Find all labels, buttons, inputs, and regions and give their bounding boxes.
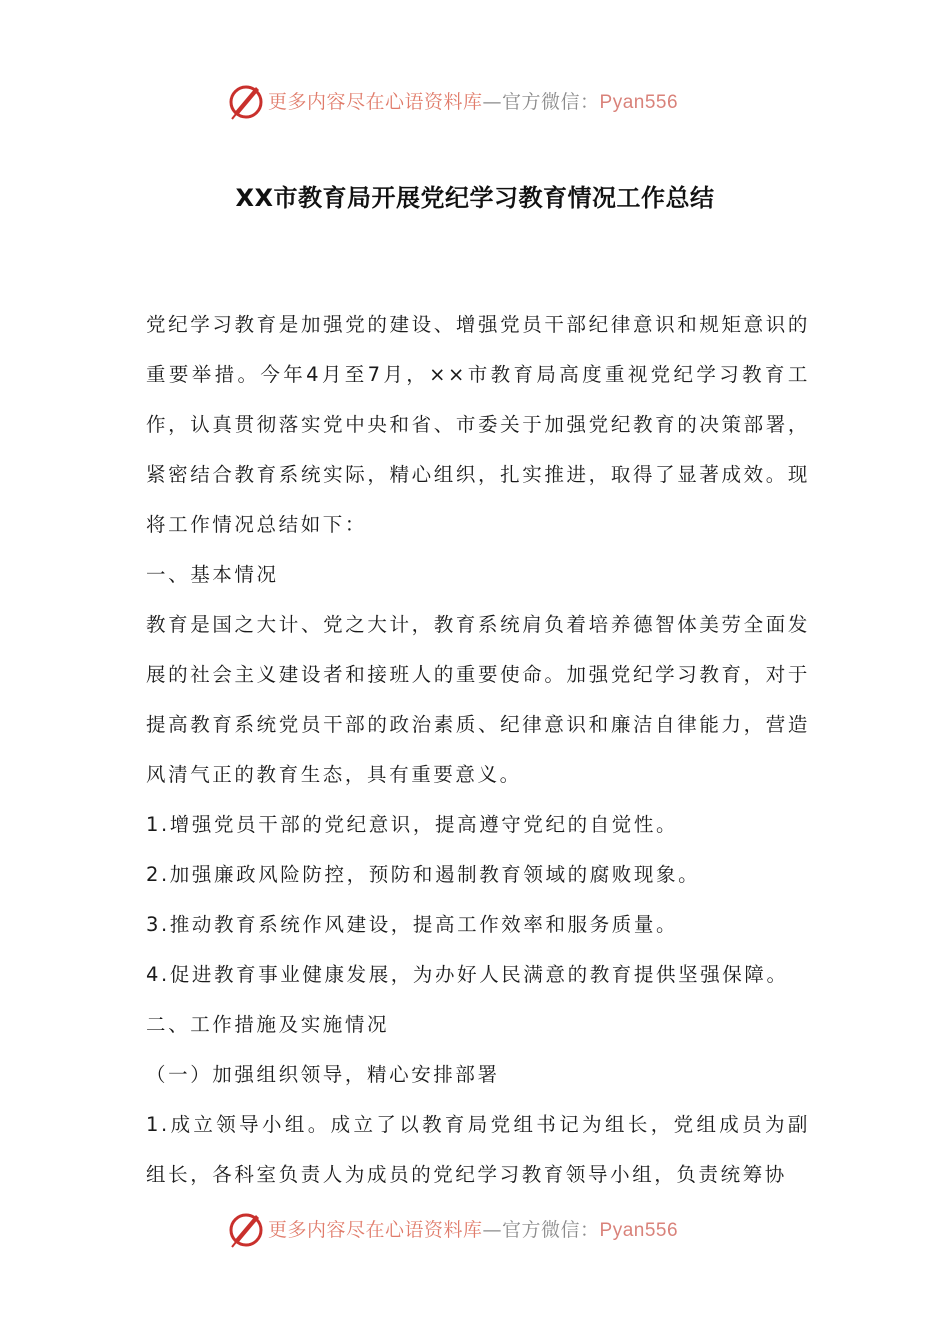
list-item: 4.促进教育事业健康发展，为办好人民满意的教育提供坚强保障。 (146, 963, 789, 986)
watermark-banner-bottom (0, 1209, 950, 1253)
list-item: 3.推动教育系统作风建设，提高工作效率和服务质量。 (146, 913, 679, 936)
watermark-text-site: 更多内容尽在心语资料库 (268, 1219, 483, 1241)
watermark-text-id: Pyan556 (599, 92, 679, 113)
watermark-banner-top (0, 81, 950, 125)
subsection-1-item-1: 1.成立领导小组。成立了以教育局党组书记为组长，党组成员为副组长，各科室负责人为成员的党纪学习教育领导小组，负责统筹协 (146, 1113, 810, 1186)
watermark-text-wechat: —官方微信： (482, 1219, 600, 1241)
section-1-paragraph: 教育是国之大计、党之大计，教育系统肩负着培养德智体美劳全面发展的社会主义建设者和接班人的重要使命。加强党纪学习教育，对于提高教育系统党员干部的政治素质、纪律意识和廉洁自律能力，营造风清气正的教育生态，具有重要意义。 (146, 613, 810, 786)
section-heading-2: 二、工作措施及实施情况 (146, 1013, 390, 1036)
watermark-text-site: 更多内容尽在心语资料库 (268, 91, 483, 113)
watermark-text-id: Pyan556 (599, 1220, 679, 1241)
list-item: 1.增强党员干部的党纪意识，提高遵守党纪的自觉性。 (146, 813, 679, 836)
subsection-heading-1: （一）加强组织领导，精心安排部署 (146, 1063, 500, 1086)
section-heading-1: 一、基本情况 (146, 563, 279, 586)
document-title: XX市教育局开展党纪学习教育情况工作总结 (235, 184, 715, 212)
list-item: 2.加强廉政风险防控，预防和遏制教育领域的腐败现象。 (146, 863, 701, 886)
intro-paragraph: 党纪学习教育是加强党的建设、增强党员干部纪律意识和规矩意识的重要举措。今年4月至7月，××市教育局高度重视党纪学习教育工作，认真贯彻落实党中央和省、市委关于加强党纪教育的决策部署，紧密结合教育系统实际，精心组织，扎实推进，取得了显著成效。现将工作情况总结如下： (146, 313, 810, 536)
watermark-text-wechat: —官方微信： (482, 91, 600, 113)
document-body (146, 300, 810, 1200)
quill-logo-icon (226, 1209, 266, 1249)
quill-logo-icon (226, 81, 266, 121)
